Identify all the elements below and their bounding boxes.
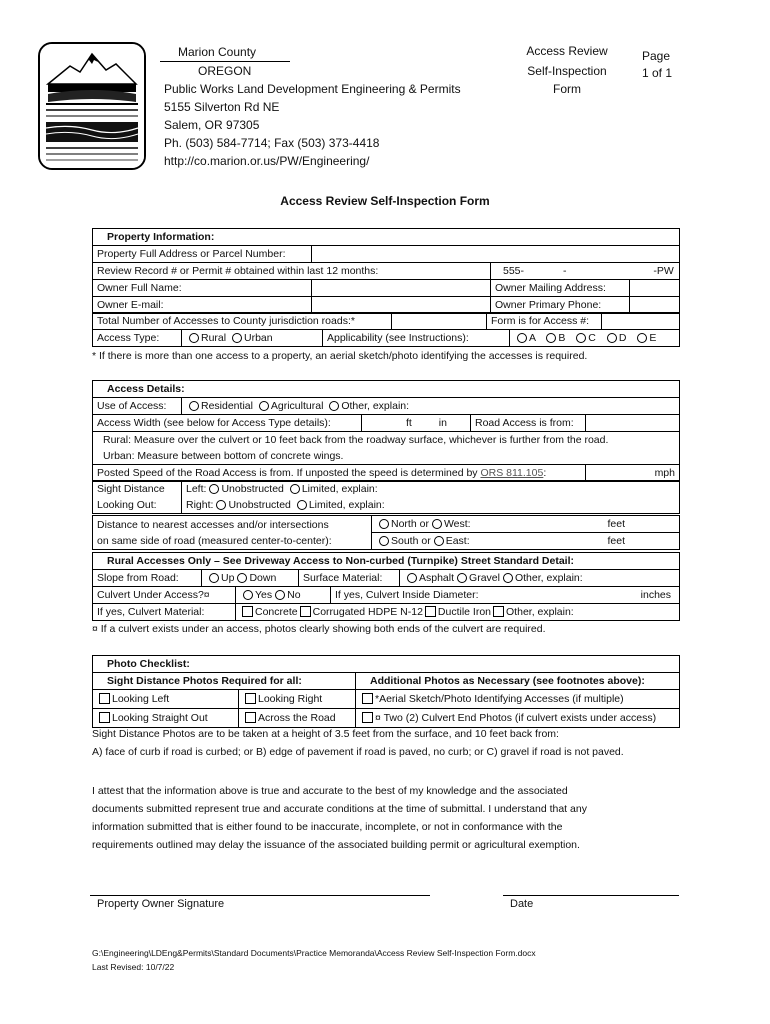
applicability-label: Applicability (see Instructions): bbox=[323, 330, 510, 347]
access-heading: Access Details: bbox=[93, 381, 680, 398]
in-unit: in bbox=[438, 417, 447, 429]
owner-phone-field[interactable] bbox=[630, 297, 680, 314]
property-heading: Property Information: bbox=[93, 229, 680, 246]
total-access-label: Total Number of Accesses to County jurisdiction roads:* bbox=[93, 313, 392, 330]
rural-access-table bbox=[92, 552, 680, 587]
looking-right-label: Looking Right bbox=[257, 693, 323, 705]
owner-name-field[interactable] bbox=[312, 280, 491, 297]
option-b-radio[interactable] bbox=[546, 333, 556, 343]
concrete-label: Concrete bbox=[255, 606, 298, 618]
culvert-no-label: No bbox=[287, 589, 301, 601]
speed-colon: : bbox=[543, 467, 547, 479]
across-road-label: Across the Road bbox=[257, 712, 336, 724]
county-name: Marion County bbox=[178, 45, 257, 59]
looking-left-checkbox[interactable] bbox=[99, 693, 110, 704]
attest-line-4: requirements outlined may delay the issuance of the associated building permit or agricultural exemption. bbox=[92, 839, 580, 851]
owner-email-field[interactable] bbox=[312, 297, 491, 314]
right-unobstructed-label: Unobstructed bbox=[228, 499, 291, 511]
property-info-table-2 bbox=[92, 312, 680, 330]
access-type-options bbox=[182, 330, 323, 347]
owner-mailing-label: Owner Mailing Address: bbox=[491, 280, 630, 297]
street-address: 5155 Silverton Rd NE bbox=[164, 100, 280, 114]
sight-distance-table bbox=[92, 480, 680, 514]
sight-line1: Sight Distance bbox=[97, 483, 165, 495]
surface-options bbox=[400, 570, 680, 587]
urban-label: Urban bbox=[244, 332, 273, 344]
attest-line-2: documents submitted represent true and accurate conditions at the time of submittal. I understand that any bbox=[92, 803, 587, 815]
right-limited-label: Limited, explain: bbox=[308, 499, 385, 511]
owner-mailing-field[interactable] bbox=[630, 280, 680, 297]
road-from-label: Road Access is from: bbox=[471, 415, 586, 432]
use-options bbox=[182, 398, 680, 415]
option-e-radio[interactable] bbox=[637, 333, 647, 343]
record-prefix: 555- bbox=[503, 265, 525, 277]
sight-distance-label bbox=[93, 481, 182, 514]
speed-field[interactable] bbox=[586, 465, 680, 482]
agricultural-radio[interactable] bbox=[259, 401, 269, 411]
culvert-photos-checkbox[interactable] bbox=[362, 712, 373, 723]
rural-measure-note: Rural: Measure over the culvert or 10 feet back from the roadway surface, whichever is further from the road. bbox=[93, 432, 680, 449]
distance-label bbox=[93, 516, 372, 550]
record-suffix: -PW bbox=[653, 265, 674, 277]
right-sight-row bbox=[182, 497, 680, 514]
culvert-photos-label: ¤ Two (2) Culvert End Photos (if culvert exists under access) bbox=[375, 712, 657, 724]
right-label: Right: bbox=[186, 499, 214, 511]
doc-title-line2: Self-Inspection bbox=[527, 64, 607, 78]
width-field[interactable] bbox=[362, 415, 471, 432]
aerial-cell bbox=[356, 690, 680, 709]
other-material-label: Other, explain: bbox=[506, 606, 574, 618]
west-radio[interactable] bbox=[432, 519, 442, 529]
culvert-yes-label: Yes bbox=[255, 589, 273, 601]
last-revised: Last Revised: 10/7/22 bbox=[92, 962, 175, 972]
culvert-photos-cell bbox=[356, 709, 680, 728]
form-for-label: Form is for Access #: bbox=[487, 313, 602, 330]
looking-straight-label: Looking Straight Out bbox=[112, 712, 208, 724]
slope-label: Slope from Road: bbox=[93, 570, 202, 587]
inches-unit: inches bbox=[640, 589, 671, 601]
culvert-under-label: Culvert Under Access?¤ bbox=[93, 587, 236, 604]
attest-line-1: I attest that the information above is true and accurate to the best of my knowledge and the associated bbox=[92, 785, 568, 797]
culvert-diameter-label: If yes, Culvert Inside Diameter: bbox=[335, 589, 479, 601]
looking-straight-checkbox[interactable] bbox=[99, 712, 110, 723]
left-sight-row bbox=[182, 481, 680, 498]
owner-phone-label: Owner Primary Phone: bbox=[491, 297, 630, 314]
other-use-label: Other, explain: bbox=[341, 400, 410, 412]
north-radio[interactable] bbox=[379, 519, 389, 529]
surface-label: Surface Material: bbox=[299, 570, 400, 587]
access-type-label: Access Type: bbox=[93, 330, 182, 347]
website-link[interactable]: http://co.marion.or.us/PW/Engineering/ bbox=[164, 154, 370, 168]
applicability-options bbox=[510, 330, 680, 347]
looking-left-label: Looking Left bbox=[112, 693, 170, 705]
rural-label: Rural bbox=[201, 332, 227, 344]
page-number: 1 of 1 bbox=[642, 66, 673, 80]
owner-email-label: Owner E-mail: bbox=[93, 297, 312, 314]
gravel-label: Gravel bbox=[469, 572, 500, 584]
left-limited-radio[interactable] bbox=[290, 484, 300, 494]
culvert-yes-radio[interactable] bbox=[243, 590, 253, 600]
page-label: Page bbox=[642, 49, 671, 63]
south-east-row bbox=[372, 533, 680, 550]
mph-unit: mph bbox=[654, 467, 675, 479]
photo-note-1: Sight Distance Photos are to be taken at a height of 3.5 feet from the surface, and 10 feet back from: bbox=[92, 728, 559, 740]
culvert-table bbox=[92, 586, 680, 604]
culvert-footnote: ¤ If a culvert exists under an access, photos clearly showing both ends of the culvert are required. bbox=[92, 623, 546, 635]
distance-line1: Distance to nearest accesses and/or intersections bbox=[97, 518, 329, 531]
asphalt-radio[interactable] bbox=[407, 573, 417, 583]
north-west-row bbox=[372, 516, 680, 533]
speed-text: Posted Speed of the Road Access is from. If unposted the speed is determined by bbox=[97, 467, 481, 479]
residential-label: Residential bbox=[201, 400, 253, 412]
attest-line-3: information submitted that is either found to be inaccurate, incomplete, or not in conformance with the bbox=[92, 821, 563, 833]
slope-up-label: Up bbox=[221, 572, 235, 584]
date-label: Date bbox=[510, 898, 534, 910]
record-label: Review Record # or Permit # obtained within last 12 months: bbox=[93, 263, 491, 280]
phone-fax: Ph. (503) 584-7714; Fax (503) 373-4418 bbox=[164, 136, 380, 150]
address-field[interactable] bbox=[312, 246, 680, 263]
hdpe-label: Corrugated HDPE N-12 bbox=[312, 606, 423, 618]
photo-note-2: A) face of curb if road is curbed; or B) edge of pavement if road is paved, no curb; or C) gravel if road is not paved. bbox=[92, 746, 624, 758]
other-surface-label: Other, explain: bbox=[514, 572, 583, 584]
doc-title-line1: Access Review bbox=[526, 44, 608, 58]
across-road-cell bbox=[238, 709, 355, 728]
option-c-label: C bbox=[588, 332, 596, 344]
looking-right-cell bbox=[238, 690, 355, 709]
looking-straight-cell bbox=[93, 709, 239, 728]
state-name: OREGON bbox=[198, 64, 252, 78]
width-label: Access Width (see below for Access Type details): bbox=[93, 415, 362, 432]
other-surface-radio[interactable] bbox=[503, 573, 513, 583]
aerial-checkbox[interactable] bbox=[362, 693, 373, 704]
option-d-label: D bbox=[618, 332, 627, 344]
total-access-field[interactable] bbox=[392, 313, 487, 330]
culvert-material-table bbox=[92, 603, 680, 621]
form-title: Access Review Self-Inspection Form bbox=[280, 194, 490, 208]
access-width-table bbox=[92, 414, 680, 482]
or-label-1: or bbox=[419, 518, 429, 530]
access-details-table bbox=[92, 380, 680, 415]
north-label: North bbox=[391, 518, 417, 530]
photo-checklist-table bbox=[92, 655, 680, 728]
file-path: G:\Engineering\LDEng&Permits\Standard Documents\Practice Memoranda\Access Review Self-Inspection Form.docx bbox=[92, 948, 536, 958]
culvert-material-label: If yes, Culvert Material: bbox=[93, 604, 236, 621]
feet-unit-2: feet bbox=[607, 535, 625, 547]
looking-left-cell bbox=[93, 690, 239, 709]
city-address: Salem, OR 97305 bbox=[164, 118, 260, 132]
concrete-checkbox[interactable] bbox=[242, 606, 253, 617]
other-material-checkbox[interactable] bbox=[493, 606, 504, 617]
owner-name-label: Owner Full Name: bbox=[93, 280, 312, 297]
culvert-no-radio[interactable] bbox=[275, 590, 285, 600]
speed-label bbox=[93, 465, 586, 482]
asphalt-label: Asphalt bbox=[419, 572, 455, 584]
option-d-radio[interactable] bbox=[607, 333, 617, 343]
sight-photos-heading: Sight Distance Photos Required for all: bbox=[93, 673, 356, 690]
signature-label: Property Owner Signature bbox=[97, 898, 225, 910]
access-type-table bbox=[92, 329, 680, 347]
other-use-radio[interactable] bbox=[329, 401, 339, 411]
east-radio[interactable] bbox=[434, 536, 444, 546]
or-label-2: or bbox=[421, 535, 431, 547]
ductile-checkbox[interactable] bbox=[425, 606, 436, 617]
attestation-paragraph bbox=[92, 782, 692, 854]
ors-link[interactable]: ORS 811.105 bbox=[480, 467, 544, 479]
slope-down-radio[interactable] bbox=[237, 573, 247, 583]
gravel-radio[interactable] bbox=[457, 573, 467, 583]
address-label: Property Full Address or Parcel Number: bbox=[93, 246, 312, 263]
south-radio[interactable] bbox=[379, 536, 389, 546]
option-a-label: A bbox=[529, 332, 536, 344]
option-b-label: B bbox=[558, 332, 566, 344]
option-e-label: E bbox=[649, 332, 657, 344]
right-limited-radio[interactable] bbox=[297, 500, 307, 510]
across-road-checkbox[interactable] bbox=[245, 712, 256, 723]
property-info-table bbox=[92, 228, 680, 314]
ductile-label: Ductile Iron bbox=[437, 606, 492, 618]
photo-heading: Photo Checklist: bbox=[93, 656, 680, 673]
use-label: Use of Access: bbox=[93, 398, 182, 415]
signature-line[interactable] bbox=[90, 895, 430, 896]
record-dash: - bbox=[562, 265, 567, 277]
date-line[interactable] bbox=[503, 895, 679, 896]
aerial-label: *Aerial Sketch/Photo Identifying Accesses (if multiple) bbox=[375, 693, 624, 705]
feet-unit-1: feet bbox=[607, 518, 625, 530]
right-unobstructed-radio[interactable] bbox=[216, 500, 226, 510]
agricultural-label: Agricultural bbox=[270, 400, 324, 412]
slope-options bbox=[202, 570, 299, 587]
form-for-field[interactable] bbox=[602, 313, 680, 330]
slope-down-label: Down bbox=[249, 572, 277, 584]
additional-photos-heading: Additional Photos as Necessary (see footnotes above): bbox=[356, 673, 680, 690]
distance-line2: on same side of road (measured center-to-center): bbox=[97, 534, 332, 547]
department-name: Public Works Land Development Engineering & Permits bbox=[164, 82, 461, 96]
doc-title-line3: Form bbox=[553, 82, 581, 96]
culvert-under-options bbox=[236, 587, 331, 604]
sight-line2: Looking Out: bbox=[97, 499, 157, 511]
ft-unit: ft bbox=[406, 417, 412, 429]
culvert-diameter-row bbox=[331, 587, 680, 604]
left-unobstructed-radio[interactable] bbox=[209, 484, 219, 494]
record-field[interactable] bbox=[491, 263, 680, 280]
west-label: West: bbox=[443, 518, 471, 530]
option-a-radio[interactable] bbox=[517, 333, 527, 343]
road-from-field[interactable] bbox=[586, 415, 680, 432]
option-c-radio[interactable] bbox=[576, 333, 586, 343]
multiple-access-footnote: * If there is more than one access to a property, an aerial sketch/photo identifying the accesses is required. bbox=[92, 350, 588, 362]
slope-up-radio[interactable] bbox=[209, 573, 219, 583]
left-unobstructed-label: Unobstructed bbox=[221, 483, 284, 495]
marion-county-logo bbox=[38, 42, 146, 170]
residential-radio[interactable] bbox=[189, 401, 199, 411]
left-limited-label: Limited, explain: bbox=[301, 483, 378, 495]
hdpe-checkbox[interactable] bbox=[300, 606, 311, 617]
urban-measure-note: Urban: Measure between bottom of concrete wings. bbox=[93, 448, 680, 465]
urban-radio[interactable] bbox=[232, 333, 242, 343]
left-label: Left: bbox=[186, 483, 207, 495]
rural-heading: Rural Accesses Only – See Driveway Access to Non-curbed (Turnpike) Street Standard Detail: bbox=[93, 553, 680, 570]
south-label: South bbox=[391, 535, 419, 547]
culvert-material-options bbox=[236, 604, 680, 621]
looking-right-checkbox[interactable] bbox=[245, 693, 256, 704]
distance-table bbox=[92, 515, 680, 550]
east-label: East: bbox=[445, 535, 470, 547]
rural-radio[interactable] bbox=[189, 333, 199, 343]
